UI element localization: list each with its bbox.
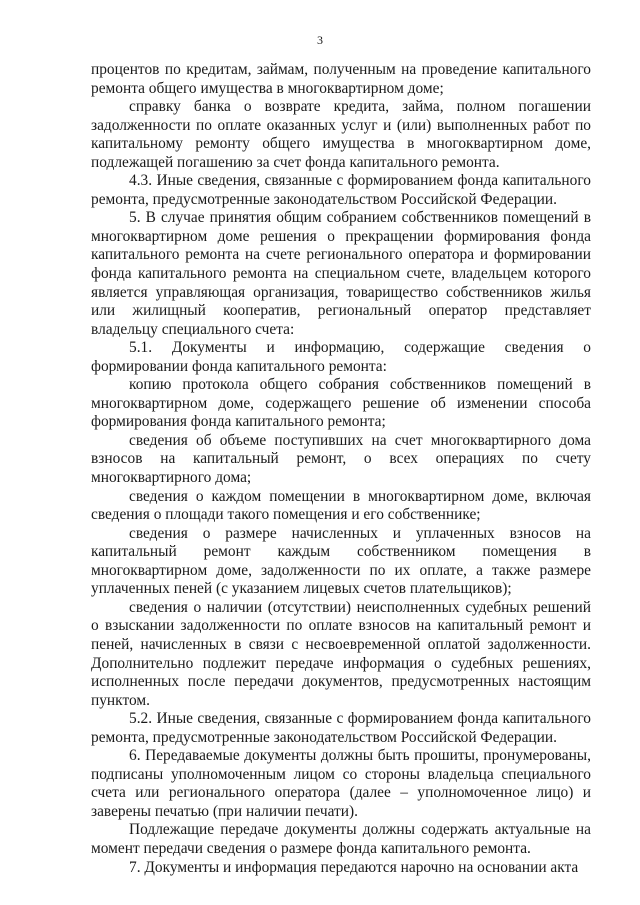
paragraph-14: 7. Документы и информация передаются нарочно на основании акта	[129, 858, 579, 876]
paragraph-13: Подлежащие передаче документы должны содержать актуальные на момент передачи сведения о размере фонда капитального ремонта.	[91, 821, 591, 857]
paragraph-9: сведения о размере начисленных и уплаченных взносов на капитальный ремонт каждым собственником помещения в многоквартирном доме, задолженности по их оплате, а также размере уплаченных пеней (с указанием лицевых счетов плательщиков);	[91, 524, 591, 598]
paragraph-8: сведения о каждом помещении в многоквартирном доме, включая сведения о площади такого помещения и его собственнике;	[91, 487, 591, 524]
paragraph-1: процентов по кредитам, займам, полученным на проведение капитального ремонта общего имущества в многоквартирном доме;	[91, 61, 591, 97]
paragraph-3: 4.3. Иные сведения, связанные с формированием фонда капитального ремонта, предусмотренные законодательством Российской Федерации.	[91, 172, 591, 208]
paragraph-4: 5. В случае принятия общим собранием собственников помещений в многоквартирном доме решения о прекращении формирования фонда капитального ремонта на счете регионального оператора и формировании фонда капитального ремонта на специальном счете, владельцем которого является управляющая организация, товарищество собственников жилья или жилищный кооператив, региональный оператор представляет владельцу специального счета:	[91, 209, 591, 338]
paragraph-5: 5.1. Документы и информацию, содержащие сведения о формировании фонда капитального ремонта:	[91, 339, 591, 375]
paragraph-12: 6. Передаваемые документы должны быть прошиты, пронумерованы, подписаны уполномоченным лицом со стороны владельца специального счета или регионального оператора (далее – уполномоченное лицо) и заверены печатью (при наличии печати).	[91, 747, 591, 820]
paragraph-7: сведения об объеме поступивших на счет многоквартирного дома взносов на капитальный ремонт, о всех операциях по счету многоквартирного дома;	[91, 431, 591, 487]
paragraph-2: справку банка о возврате кредита, займа, полном погашении задолженности по оплате оказанных услуг и (или) выполненных работ по капитальному ремонту общего имущества в многоквартирном доме, подлежащей погашению за счет фонда капитального ремонта.	[91, 98, 591, 171]
page-number: 3	[317, 33, 323, 47]
paragraph-11: 5.2. Иные сведения, связанные с формированием фонда капитального ремонта, предусмотренные законодательством Российской Федерации.	[91, 710, 591, 746]
paragraph-6: копию протокола общего собрания собственников помещений в многоквартирном доме, содержащего решение об изменении способа формирования фонда капитального ремонта;	[91, 376, 591, 431]
paragraph-10: сведения о наличии (отсутствии) неисполненных судебных решений о взыскании задолженности по оплате взносов на капитальный ремонт и пеней, начисленных в связи с несвоевременной оплатой задолженности. Дополнительно подлежит передаче информация о судебных решениях, исполненных после передачи документов, предусмотренных настоящим пунктом.	[91, 598, 591, 709]
document-body	[91, 61, 591, 877]
